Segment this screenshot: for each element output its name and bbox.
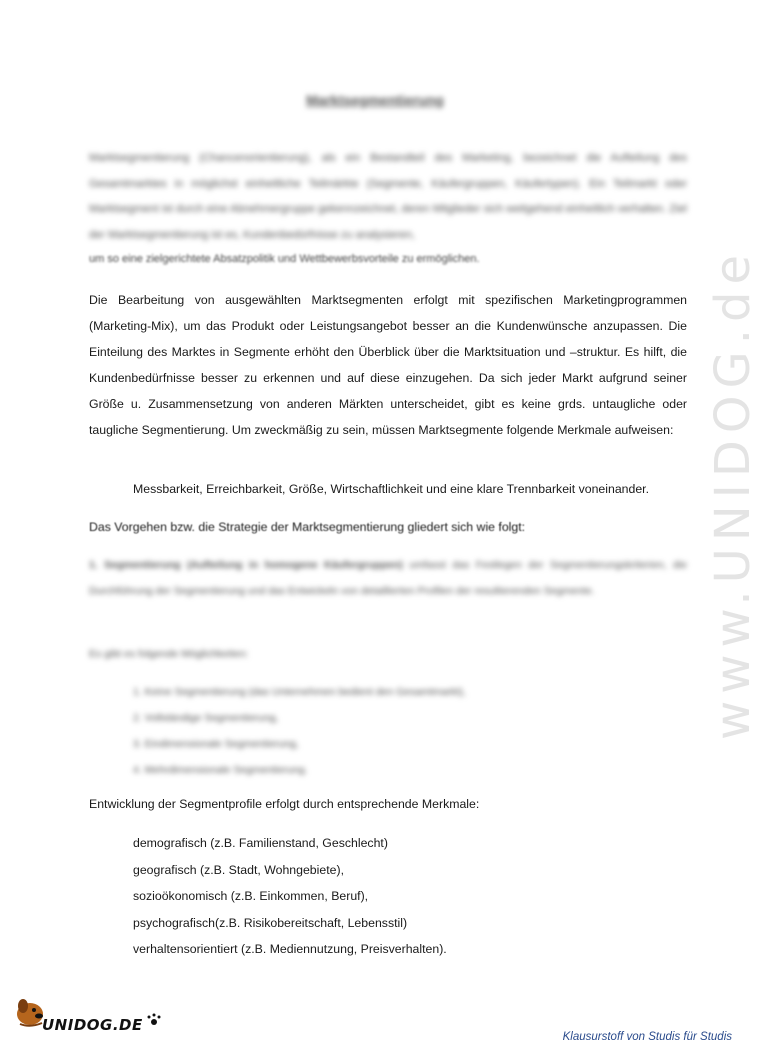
footer-tagline: Klausurstoff von Studis für Studis (562, 1031, 732, 1043)
profiles-intro: Entwicklung der Segmentprofile erfolgt durch entsprechende Merkmale: (89, 797, 480, 811)
main-paragraph: Die Bearbeitung von ausgewählten Marktsegmenten erfolgt mit spezifischen Marketingprogrammen (Marketing-Mix), um das Produkt oder Leistungsangebot besser an die Kundenwünsche anzupassen. Die Einteilung des Marktes in Segmente erhöht den Überblick über die Marktsituation und –struktur. Es hilft, die Kundenbedürfnisse besser zu erkennen und auf diese einzugehen. Da sich jeder Markt aufgrund seiner Größe u. Zusammensetzung von anderen Märkten unterscheidet, gibt es keine grds. untaugliche oder taugliche Segmentierung. Um zweckmäßig zu sein, müssen Marktsegmente folgende Merkmale aufweisen: (89, 293, 687, 437)
list-item: verhaltensorientiert (z.B. Mediennutzung, Preisverhalten). (133, 942, 447, 956)
options-intro: Es gibt es folgende Möglichkeiten: (89, 648, 249, 660)
procedure-line: Das Vorgehen bzw. die Strategie der Marktsegmentierung gliedert sich wie folgt: (89, 520, 526, 534)
page-title: Marktsegmentierung (306, 92, 444, 108)
paw-icon (148, 1014, 161, 1026)
list-item: geografisch (z.B. Stadt, Wohngebiete), (133, 862, 344, 877)
list-item: 3. Eindimensionale Segmentierung, (133, 738, 299, 750)
features-line: Messbarkeit, Erreichbarkeit, Größe, Wirtschaftlichkeit und eine klare Trennbarkeit voneinander. (133, 482, 650, 496)
list-item: 2. Vollständige Segmentierung, (133, 712, 279, 724)
list-item: 4. Mehrdimensionale Segmentierung. (133, 764, 308, 776)
list-item: sozioökonomisch (z.B. Einkommen, Beruf), (133, 889, 369, 903)
list-item: 1. Keine Segmentierung (das Unternehmen bedient den Gesamtmarkt), (133, 686, 466, 698)
watermark: www.UNIDOG.de (705, 247, 761, 740)
logo-text: UNIDOG.DE (42, 1016, 143, 1034)
options-list (133, 679, 466, 783)
step1-text: umfasst das Festlegen der Segmentierungskriterien, die Durchführung der Segmentierung und das Entwickeln von detaillierten Profilen der resultierenden Segmente. (89, 559, 687, 597)
list-item: psychografisch(z.B. Risikobereitschaft, Lebensstil) (133, 915, 408, 930)
intro-paragraph: Marktsegmentierung (Chancenorientierung), als ein Bestandteil des Marketing, bezeichnet die Aufteilung des Gesamtmarktes in möglichst einheitliche Teilmärkte (Segmente, Käufergruppen, Käufertypen). Ein Teilmarkt oder Marktsegment ist durch eine Abnehmergruppe gekennzeichnet, deren Mitglieder sich weitgehend einheitlich verhalten. Ziel der Marktsegmentierung ist es, Kundenbedürfnisse zu analysieren, (89, 152, 687, 241)
step1-heading: 1. Segmentierung (Aufteilung in homogene Käufergruppen) (89, 559, 403, 571)
dog-icon (17, 999, 43, 1026)
intro-last-line: um so eine zielgerichtete Absatzpolitik und Wettbewerbsvorteile zu ermöglichen. (89, 253, 480, 265)
step1-paragraph (89, 553, 687, 604)
list-item: demografisch (z.B. Familienstand, Geschlecht) (133, 836, 388, 850)
profiles-list (133, 830, 447, 963)
